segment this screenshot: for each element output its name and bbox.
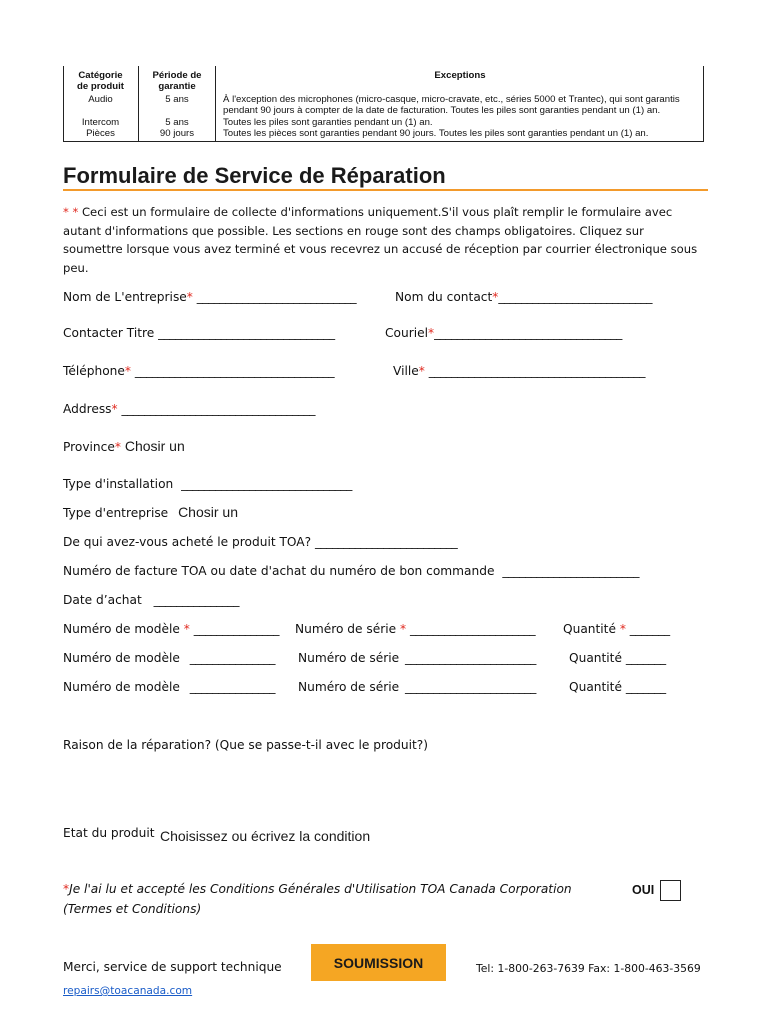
submit-button[interactable]: SOUMISSION [311,944,446,981]
business-type-label: Type d'entreprise [63,506,169,520]
quantity-field[interactable] [569,680,666,694]
serial-label: Numéro de série [298,680,400,694]
required-mark: * [619,622,626,636]
city-label: Ville [393,364,419,378]
phone-label: Téléphone [63,364,125,378]
row-exception-line: À l'exception des microphones (micro-casque, micro-cravate, etc., séries 5000 et Trantec), qui sont garantis [223,94,680,105]
row-exception: Toutes les pièces sont garanties pendant 90 jours. Toutes les piles sont garanties pendant un (1) an. [223,128,649,139]
support-email[interactable]: repairs@toacanada.com [63,985,193,997]
serial-input-line[interactable]: ______________________ [409,622,536,636]
serial-field[interactable] [298,680,536,694]
address-field[interactable] [63,402,315,416]
model-label: Numéro de modèle [63,680,180,694]
serial-input-line[interactable]: _______________________ [405,651,536,665]
row-category: Audio [88,94,113,105]
invoice-field[interactable] [63,564,639,578]
required-mark: * [492,290,499,304]
header-period: Période de garantie [152,70,202,92]
reason-label: Raison de la réparation? (Que se passe-t-il avec le produit?) [63,738,428,752]
accept-terms-checkbox[interactable] [660,880,681,901]
province-dropdown[interactable]: Chosir un [124,438,185,454]
serial-label: Numéro de série [295,622,397,636]
model-label: Numéro de modèle [63,651,180,665]
purchase-date-label: Date d’achat [63,593,142,607]
model-field[interactable] [63,680,275,694]
model-field[interactable] [63,622,279,636]
serial-field[interactable] [298,651,536,665]
serial-input-line[interactable]: _______________________ [405,680,536,694]
contact-name-label: Nom du contact [395,290,493,304]
condition-label: Etat du produit [63,826,155,840]
row-exception-line: pendant 90 jours à compter de la date de facturation. Toutes les piles sont garanties pendant un (1) an. [223,105,661,116]
model-input-line[interactable]: _______________ [189,680,276,694]
quantity-input-line[interactable]: _______ [625,680,666,694]
email-label: Couriel [385,326,428,340]
model-label: Numéro de modèle [63,622,180,636]
title-underline [63,189,708,191]
required-mark: * [427,326,435,340]
purchase-date-field[interactable] [63,593,239,607]
city-input-line[interactable]: ______________________________________ [428,364,646,378]
business-type-field[interactable] [63,504,238,520]
purchased-from-label: De qui avez-vous acheté le produit TOA? [63,535,312,549]
row-category: Intercom [81,117,120,128]
serial-label: Numéro de série [298,651,400,665]
install-type-label: Type d'installation [63,477,174,491]
quantity-field[interactable] [563,622,670,636]
required-mark: * [400,622,407,636]
contact-name-field[interactable] [395,290,652,304]
province-label: Province [63,440,115,454]
quantity-field[interactable] [569,651,666,665]
model-input-line[interactable]: _______________ [189,651,276,665]
purchased-from-field[interactable] [63,535,457,549]
phone-field[interactable] [63,364,334,378]
thanks-text: Merci, service de support technique [63,960,282,974]
reason-textarea[interactable] [63,760,703,815]
table-border-bottom [63,141,704,142]
required-mark: * [124,364,131,378]
intro-text: Ceci est un formulaire de collecte d'informations uniquement.S'il vous plaît remplir le formulaire avec autant d'informations que possible. Les sections en rouge sont des champs obligatoires. Cliquez sur soumettre lorsque vous avez terminé et vous recevrez un accusé de réception par courrier électronique sous peu. [63,205,698,275]
email-field[interactable] [385,326,622,340]
condition-dropdown[interactable]: Choisissez ou écrivez la condition [160,828,371,844]
required-mark: * [186,290,193,304]
install-type-input-line[interactable]: ______________________________ [181,477,352,491]
row-period: 5 ans [165,117,189,128]
quantity-input-line[interactable]: _______ [629,622,670,636]
header-exceptions: Exceptions [434,70,486,81]
quantity-label: Quantité [563,622,616,636]
email-input-line[interactable]: _________________________________ [434,326,622,340]
purchase-date-input-line[interactable]: _______________ [153,593,240,607]
row-period: 5 ans [165,94,189,105]
row-exception: Toutes les piles sont garanties pendant un (1) an. [223,117,433,128]
address-label: Address [63,402,112,416]
purchased-from-input-line[interactable]: _________________________ [314,535,458,549]
serial-field[interactable] [295,622,535,636]
business-type-dropdown[interactable]: Chosir un [178,504,238,520]
invoice-input-line[interactable]: ________________________ [502,564,640,578]
quantity-input-line[interactable]: _______ [625,651,666,665]
contact-title-input-line[interactable]: _______________________________ [158,326,335,340]
phone-input-line[interactable]: ___________________________________ [134,364,335,378]
required-mark: * [418,364,425,378]
province-field[interactable] [63,438,185,454]
city-field[interactable] [393,364,645,378]
row-period: 90 jours [159,128,195,139]
install-type-field[interactable] [63,477,352,491]
quantity-label: Quantité [569,651,622,665]
terms-line [63,882,572,896]
address-input-line[interactable]: __________________________________ [121,402,316,416]
terms-text: Je l'ai lu et accepté les Conditions Générales d'Utilisation TOA Canada Corporation [69,882,572,896]
oui-label: OUI [632,883,655,897]
required-mark: * [111,402,118,416]
contact-title-field[interactable] [63,326,335,340]
contact-numbers: Tel: 1-800-263-7639 Fax: 1-800-463-3569 [476,962,701,975]
required-mark: * [114,440,121,454]
required-mark: * [183,622,190,636]
contact-title-label: Contacter Titre [63,326,155,340]
terms-link[interactable]: (Termes et Conditions) [63,902,202,916]
support-email-link[interactable] [63,979,192,998]
model-field[interactable] [63,651,275,665]
page-title: Formulaire de Service de Réparation [63,163,446,188]
model-input-line[interactable]: _______________ [193,622,280,636]
company-field[interactable] [63,290,356,304]
required-mark: * [63,882,70,896]
intro-required-stars: * * [63,205,79,219]
intro-paragraph [63,203,703,277]
warranty-table [63,66,704,142]
company-label: Nom de L'entreprise [63,290,187,304]
contact-name-input-line[interactable]: ___________________________ [498,290,653,304]
invoice-label: Numéro de facture TOA ou date d'achat du numéro de bon commande [63,564,495,578]
quantity-label: Quantité [569,680,622,694]
company-input-line[interactable]: ____________________________ [196,290,357,304]
header-category: Catégorie de produit [77,70,124,92]
row-category: Pièces [86,128,115,139]
row-exception [223,94,680,116]
